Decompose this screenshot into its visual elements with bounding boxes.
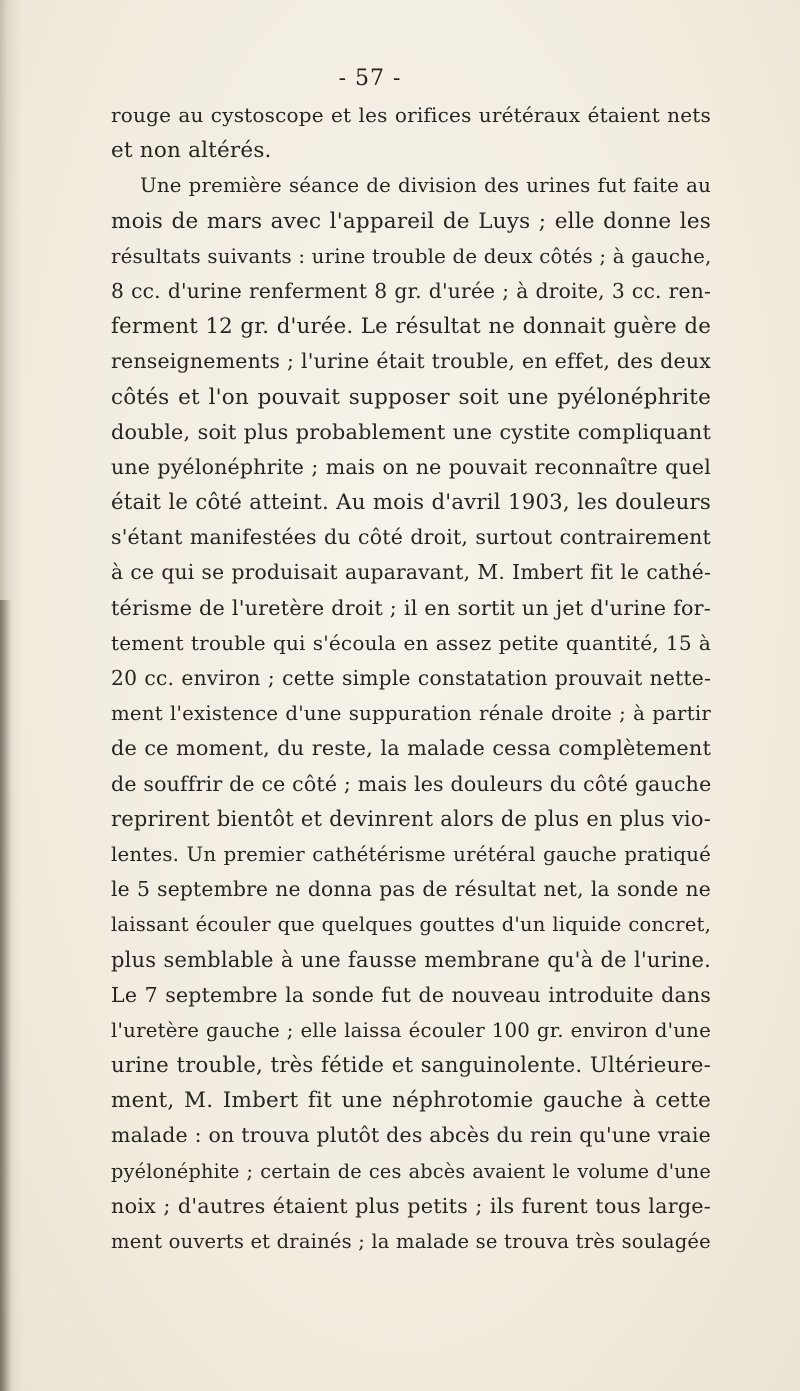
text-line: mois de mars avec l'appareil de Luys ; elle donne les <box>111 208 711 234</box>
text-line: rouge au cystoscope et les orifices urétéraux étaient nets <box>111 103 711 127</box>
text-line: laissant écouler que quelques gouttes d'un liquide concret, <box>111 913 711 937</box>
text-line: ment l'existence d'une suppuration rénale droite ; à partir <box>111 702 711 726</box>
body-text <box>111 98 711 1259</box>
text-line: de ce moment, du reste, la malade cessa complètement <box>111 736 711 761</box>
text-line: s'étant manifestées du côté droit, surtout contrairement <box>111 525 711 550</box>
text-line: Le 7 septembre la sonde fut de nouveau introduite dans <box>111 982 711 1007</box>
text-line: double, soit plus probablement une cystite compliquant <box>111 419 711 444</box>
text-line: côtés et l'on pouvait supposer soit une pyélonéphrite <box>111 384 711 410</box>
text-line: 8 cc. d'urine renferment 8 gr. d'urée ; à droite, 3 cc. ren- <box>111 278 711 303</box>
text-line: malade : on trouva plutôt des abcès du rein qu'une vraie <box>111 1123 711 1148</box>
text-line: une pyélonéphrite ; mais on ne pouvait reconnaître quel <box>111 454 711 479</box>
page-number: - 57 - <box>338 66 402 91</box>
text-line: pyélonéphite ; certain de ces abcès avaient le volume d'une <box>111 1159 711 1183</box>
text-line: le 5 septembre ne donna pas de résultat net, la sonde ne <box>111 877 711 902</box>
text-line: ment ouverts et drainés ; la malade se trouva très soulagée <box>111 1230 711 1253</box>
text-line: et non altérés. <box>111 138 272 164</box>
text-line: lentes. Un premier cathétérisme urétéral gauche pratiqué <box>111 842 711 866</box>
text-line: tement trouble qui s'écoula en assez petite quantité, 15 à <box>111 630 711 655</box>
text-line: était le côté atteint. Au mois d'avril 1903, les douleurs <box>111 490 711 516</box>
text-line: reprirent bientôt et devinrent alors de plus en plus vio- <box>111 806 711 831</box>
text-line: térisme de l'uretère droit ; il en sortit un jet d'urine for- <box>111 595 711 620</box>
text-line: ferment 12 gr. d'urée. Le résultat ne donnait guère de <box>111 314 711 340</box>
text-line: résultats suivants : urine trouble de deux côtés ; à gauche, <box>111 244 712 268</box>
text-line: 20 cc. environ ; cette simple constatation prouvait nette- <box>111 666 711 690</box>
text-line: ment, M. Imbert fit une néphrotomie gauche à cette <box>111 1088 711 1114</box>
text-line: à ce qui se produisait auparavant, M. Imbert fit le cathé- <box>111 560 711 585</box>
text-line: plus semblable à une fausse membrane qu'à de l'urine. <box>111 947 711 972</box>
text-line: l'uretère gauche ; elle laissa écouler 100 gr. environ d'une <box>111 1018 711 1042</box>
text-line: de souffrir de ce côté ; mais les douleurs du côté gauche <box>111 771 712 796</box>
text-line: Une première séance de division des urines fut faite au <box>140 174 711 198</box>
binding-shadow <box>0 600 12 1391</box>
text-line: noix ; d'autres étaient plus petits ; ils furent tous large- <box>111 1193 711 1218</box>
text-line: renseignements ; l'urine était trouble, en effet, des deux <box>111 349 711 374</box>
text-line: urine trouble, très fétide et sanguinolente. Ultérieure- <box>111 1053 711 1079</box>
